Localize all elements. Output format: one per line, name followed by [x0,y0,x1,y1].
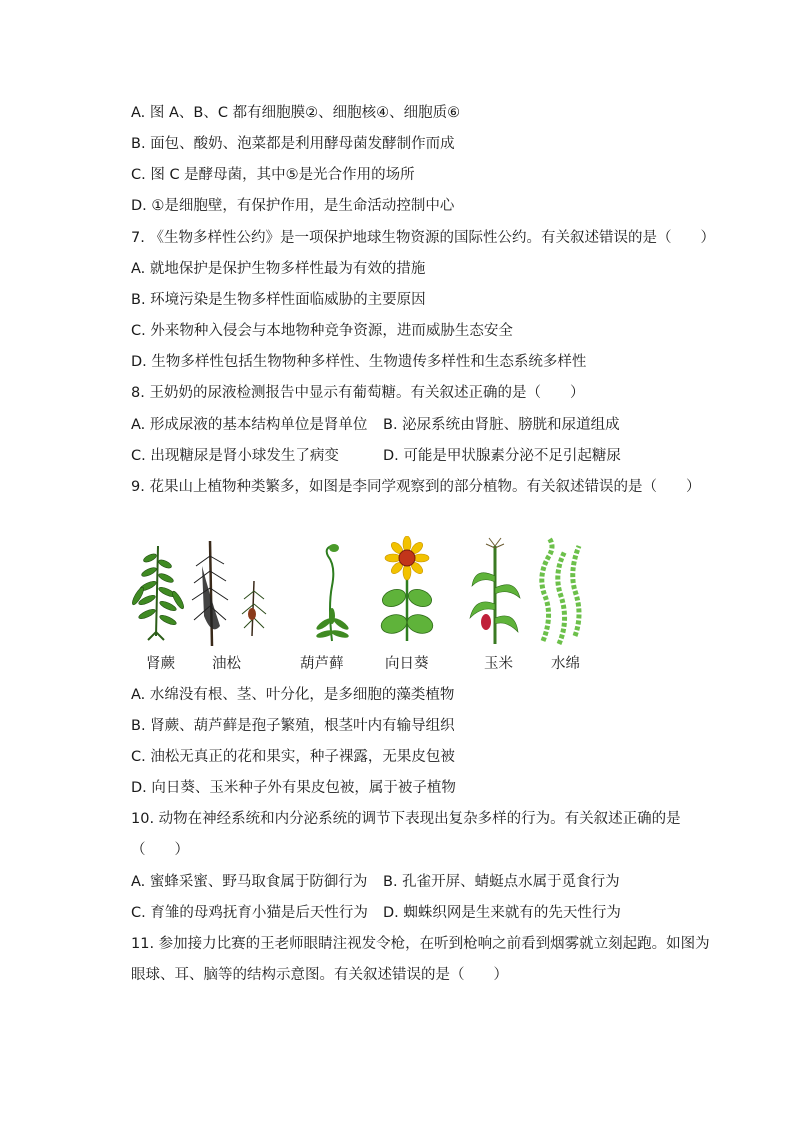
q10-option-a: A. 蜜蜂采蜜、野马取食属于防御行为 [131,874,368,890]
q7-option-c: C. 外来物种入侵会与本地物种竞争资源，进而威胁生态安全 [131,323,513,339]
q10-stem: 10. 动物在神经系统和内分泌系统的调节下表现出复杂多样的行为。有关叙述正确的是 [131,811,681,827]
q10-stem-bracket: （ ） [131,842,189,858]
pine-image [192,541,266,646]
q9-option-a: A. 水绵没有根、茎、叶分化，是多细胞的藻类植物 [131,687,455,703]
plant-label-pine: 油松 [212,656,241,672]
plant-label-corn: 玉米 [484,656,513,672]
q8-option-b: B. 泌尿系统由肾脏、膀胱和尿道组成 [383,417,620,433]
q7-option-b: B. 环境污染是生物多样性面临威胁的主要原因 [131,292,426,308]
sunflower-image [379,536,435,641]
q10-option-c: C. 育雏的母鸡抚育小猫是后天性行为 [131,905,368,921]
q9-option-d: D. 向日葵、玉米种子外有果皮包被，属于被子植物 [131,780,456,796]
q6-option-b: B. 面包、酸奶、泡菜都是利用酵母菌发酵制作而成 [131,136,455,152]
corn-image [470,538,520,644]
q11-stem-cont: 眼球、耳、脑等的结构示意图。有关叙述错误的是（ ） [131,967,508,983]
fern-image [130,546,185,640]
q10-option-d: D. 蜘蛛织网是生来就有的先天性行为 [383,905,621,921]
q8-option-c: C. 出现糖尿是肾小球发生了病变 [131,448,339,464]
plants-figure [120,536,600,676]
plant-label-fern: 肾蕨 [146,656,175,672]
plant-label-moss: 葫芦藓 [300,656,344,672]
q7-stem: 7. 《生物多样性公约》是一项保护地球生物资源的国际性公约。有关叙述错误的是（ ） [131,230,715,246]
q7-option-a: A. 就地保护是保护生物多样性最为有效的措施 [131,261,426,277]
q6-option-d: D. ①是细胞壁，有保护作用，是生命活动控制中心 [131,198,455,214]
q6-option-a: A. 图 A、B、C 都有细胞膜②、细胞核④、细胞质⑥ [131,105,461,121]
q9-stem: 9. 花果山上植物种类繁多，如图是李同学观察到的部分植物。有关叙述错误的是（ ） [131,479,701,495]
q9-option-c: C. 油松无真正的花和果实，种子裸露，无果皮包被 [131,749,455,765]
q7-option-d: D. 生物多样性包括生物物种多样性、生物遗传多样性和生态系统多样性 [131,354,587,370]
q8-option-d: D. 可能是甲状腺素分泌不足引起糖尿 [383,448,621,464]
q8-stem: 8. 王奶奶的尿液检测报告中显示有葡萄糖。有关叙述正确的是（ ） [131,385,585,401]
q8-option-a: A. 形成尿液的基本结构单位是肾单位 [131,417,368,433]
spirogyra-image [542,538,579,644]
q10-option-b: B. 孔雀开屏、蜻蜓点水属于觅食行为 [383,874,620,890]
q6-option-c: C. 图 C 是酵母菌，其中⑤是光合作用的场所 [131,167,415,183]
moss-image [315,544,350,641]
plant-label-sunflower: 向日葵 [385,656,429,672]
q11-stem: 11. 参加接力比赛的王老师眼睛注视发令枪，在听到枪响之前看到烟雾就立刻起跑。如图为 [131,936,710,952]
q9-option-b: B. 肾蕨、葫芦藓是孢子繁殖，根茎叶内有输导组织 [131,718,455,734]
plant-label-spirogyra: 水绵 [551,656,580,672]
